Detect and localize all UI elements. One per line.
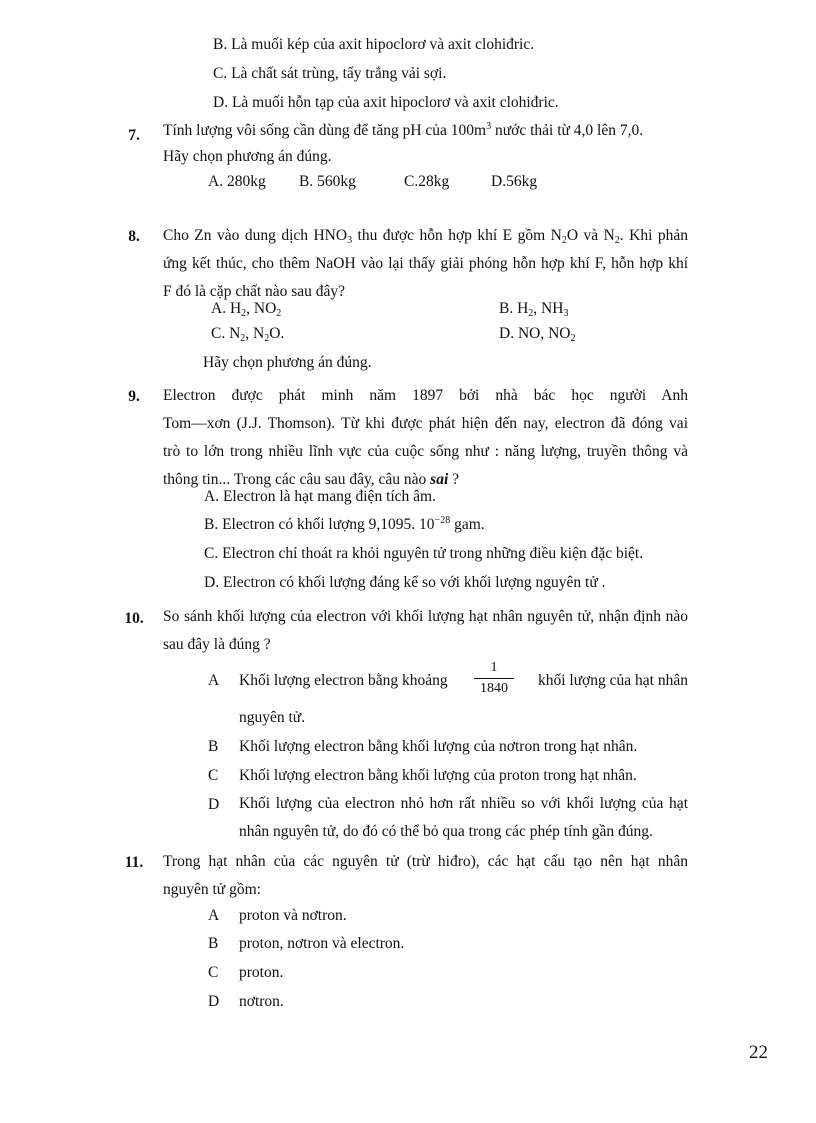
q7-option-c: C.28kg: [404, 173, 450, 190]
q8-option-d: D. NO, $NO_2$: [499, 325, 576, 344]
q11-option-c: proton.: [239, 964, 284, 981]
q7-number: 7.: [128, 127, 140, 144]
q11-stem-line1: Trong hạt nhân của các nguyên tử (trừ hiđro), các hạt cấu tạo nên hạt nhân: [163, 853, 688, 870]
q8-stem-line1: Cho Zn vào dung dịch $HNO_3$ thu được hỗn hợp khí E gồm $N_2O$ và $N_2$. Khi phản: [163, 227, 688, 246]
q11-option-b: proton, nơtron và electron.: [239, 935, 405, 952]
q9-stem: [163, 382, 688, 494]
q8-stem: [163, 222, 688, 306]
q6-option-d: D. Là muối hỗn tạp của axit hipoclorơ và axit clohiđric.: [213, 94, 559, 111]
q7-option-b: B. 560kg: [299, 173, 356, 190]
q10-option-b-letter: B: [208, 738, 219, 755]
q11-stem-line2: nguyên tử gồm:: [163, 881, 261, 898]
q8-option-a: A. $H_2$, $NO_2$: [211, 300, 282, 319]
q6-option-b: B. Là muối kép của axit hipoclorơ và axit clohiđric.: [213, 36, 535, 53]
q10-option-d: [239, 790, 688, 846]
q10-option-d-letter: D: [208, 796, 220, 813]
q9-option-c: C. Electron chỉ thoát ra khỏi nguyên tử trong những điều kiện đặc biệt.: [204, 545, 644, 562]
q9-stem-line4: thông tin... Trong các câu sau đây, câu nào sai ?: [163, 471, 460, 488]
q9-stem-line1: Electron được phát minh năm 1897 bởi nhà bác học người Anh: [163, 387, 688, 404]
q8-option-b: B. $H_2$, $NH_3$: [499, 300, 569, 319]
q6-option-c: C. Là chất sát trùng, tẩy trắng vải sợi.: [213, 65, 447, 82]
q9-stem-line2: Tom—xơn (J.J. Thomson). Từ khi được phát hiện đến nay, electron đã đóng vai: [163, 415, 688, 432]
page-number: 22: [749, 1042, 768, 1063]
q10-option-c-letter: C: [208, 767, 219, 784]
q8-number: 8.: [128, 228, 140, 245]
q10-option-a-text2: khối lượng của hạt nhân: [537, 672, 688, 689]
q7-stem-line2: Hãy chọn phương án đúng.: [163, 148, 332, 165]
q9-number: 9.: [128, 388, 140, 405]
q9-option-b: B. Electron có khối lượng 9,1095. $10^{-28}$ gam.: [204, 515, 485, 533]
q9-stem-line3: trò to lớn trong nhiều lĩnh vực của cuộc sống như : năng lượng, truyền thông và: [163, 443, 688, 460]
q10-fraction-bar: [474, 678, 514, 679]
q10-option-d-line2: nhân nguyên tử, do đó có thể bỏ qua trong các phép tính gần đúng.: [239, 823, 653, 840]
q11-number: 11.: [124, 854, 144, 871]
q11-option-c-letter: C: [208, 964, 219, 981]
q11-option-b-letter: B: [208, 935, 219, 952]
q10-option-b: Khối lượng electron bằng khối lượng của nơtron trong hạt nhân.: [239, 738, 638, 755]
q7-option-a: A. 280kg: [208, 173, 266, 190]
q10-fraction: [474, 660, 514, 697]
q8-stem-line2: ứng kết thúc, cho thêm NaOH vào lại thấy giải phóng hỗn hợp khí F, hỗn hợp khí: [163, 255, 688, 272]
q11-option-a-letter: A: [208, 907, 220, 924]
q8-choose-prompt: Hãy chọn phương án đúng.: [203, 354, 372, 371]
q9-option-d: D. Electron có khối lượng đáng kể so với khối lượng nguyên tử .: [204, 574, 606, 591]
q7-stem-line1: Tính lượng vôi sống cần dùng để tăng pH của $100m^3$ nước thải từ 4,0 lên 7,0.: [163, 121, 644, 139]
q8-option-c: C. $N_2$, $N_2O$.: [211, 325, 285, 344]
q10-stem-line2: sau đây là đúng ?: [163, 636, 271, 653]
q10-option-c: Khối lượng electron bằng khối lượng của proton trong hạt nhân.: [239, 767, 637, 784]
q11-option-d: nơtron.: [239, 993, 284, 1010]
q11-option-d-letter: D: [208, 993, 220, 1010]
q9-option-a: A. Electron là hạt mang điện tích âm.: [204, 488, 436, 505]
q10-option-d-line1: Khối lượng của electron nhỏ hơn rất nhiều so với khối lượng của hạt: [239, 795, 688, 812]
q10-option-a-letter: A: [208, 672, 220, 689]
q8-stem-line3: F đó là cặp chất nào sau đây?: [163, 283, 346, 300]
q10-number: 10.: [124, 610, 144, 627]
q10-stem-line1: So sánh khối lượng của electron với khối lượng hạt nhân nguyên tử, nhận định nào: [163, 608, 688, 625]
q11-stem: [163, 848, 688, 904]
q10-option-a-text3: nguyên tử.: [239, 709, 306, 726]
q10-option-a-text1: Khối lượng electron bằng khoảng: [239, 672, 448, 689]
q10-fraction-numerator: 1: [490, 660, 498, 675]
q7-option-d: D.56kg: [491, 173, 538, 190]
q10-stem: [163, 603, 688, 659]
q11-option-a: proton và nơtron.: [239, 907, 347, 924]
q10-fraction-denominator: 1840: [480, 681, 508, 696]
